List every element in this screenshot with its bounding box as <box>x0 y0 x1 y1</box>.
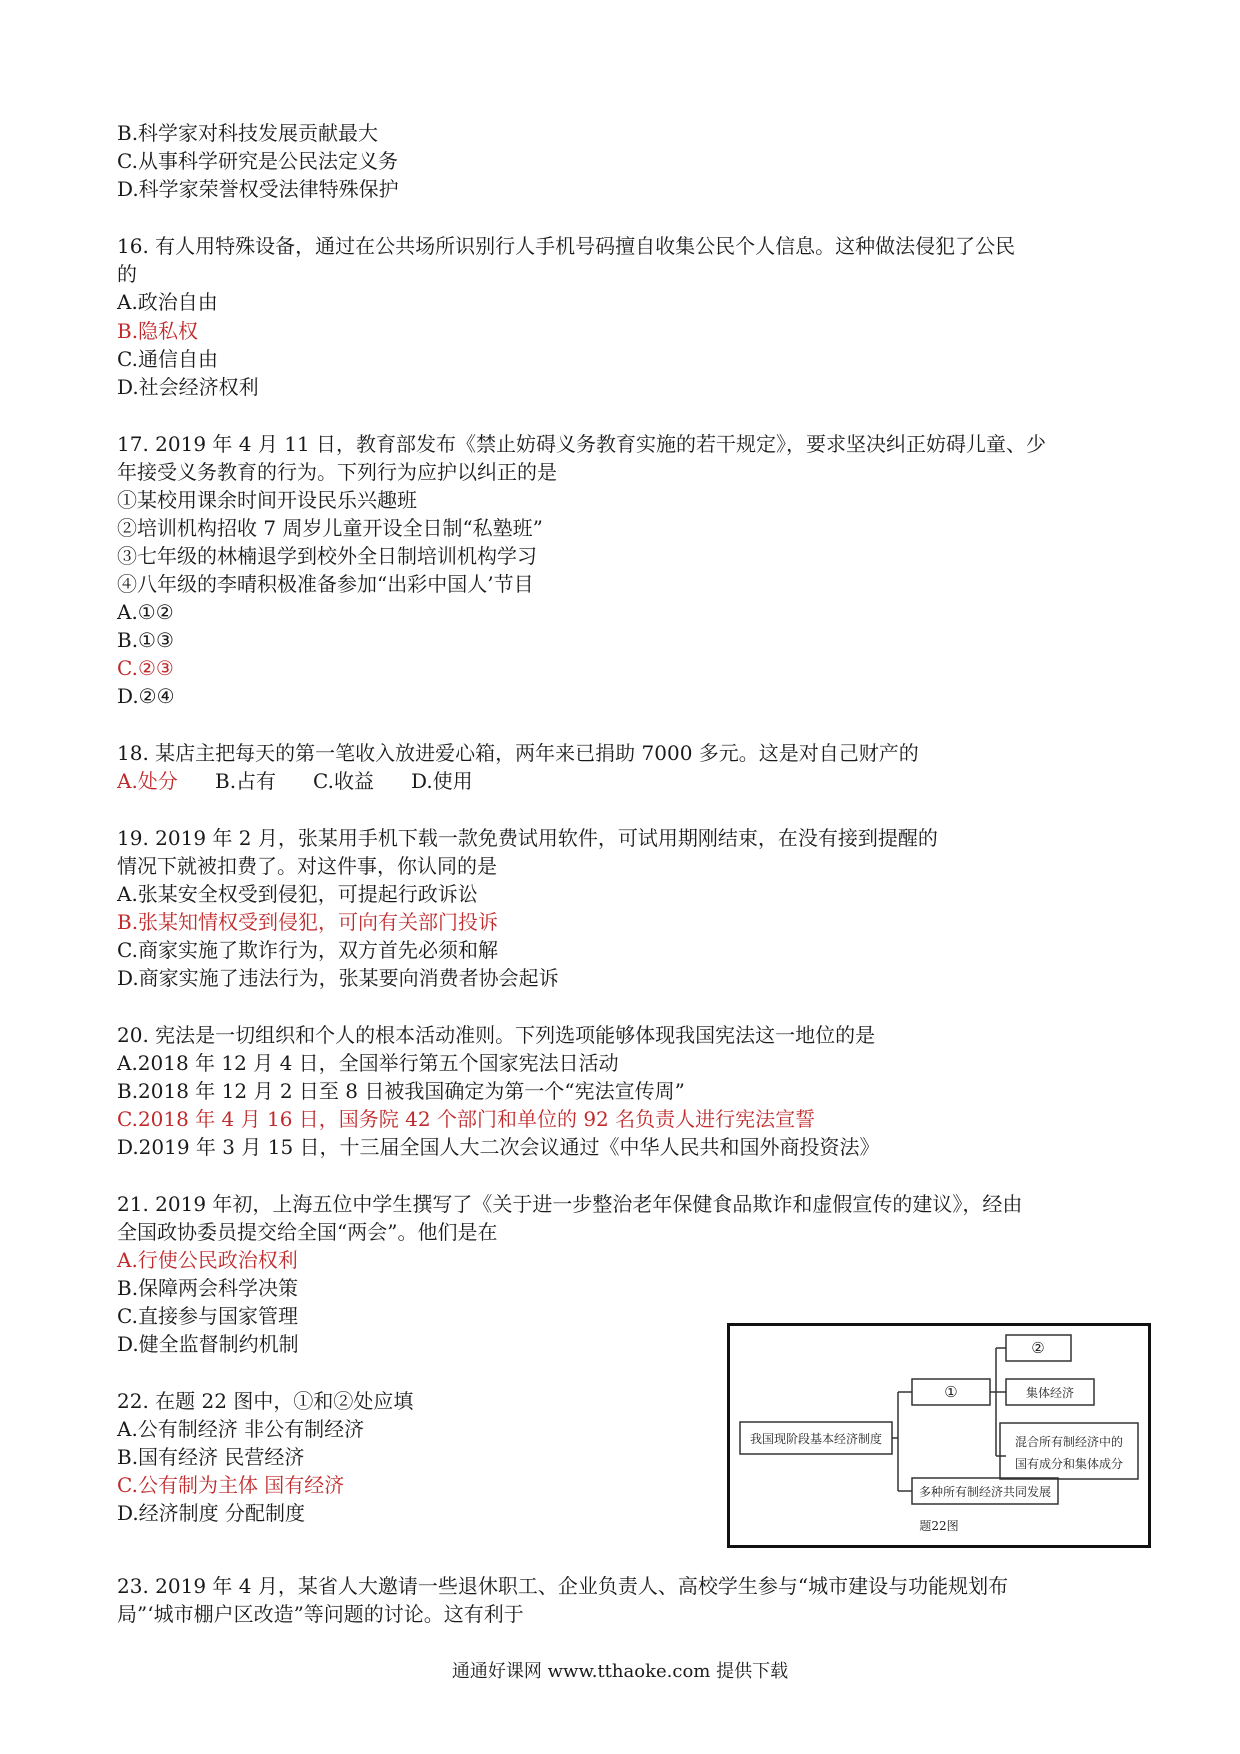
q21-option-b: B.保障两会科学决策 <box>117 1276 299 1300</box>
q20-option-b: B.2018 年 12 月 2 日至 8 日被我国确定为第一个“宪法宣传周” <box>117 1079 685 1103</box>
q22-stem: 22. 在题 22 图中，①和②处应填 <box>117 1389 414 1413</box>
q23-stem-line-1: 23. 2019 年 4 月，某省人大邀请一些退休职工、企业负责人、高校学生参与“城市建设与功能规划布 <box>117 1574 1009 1598</box>
q17-item-4: ④八年级的李晴积极准备参加“出彩中国人’节目 <box>117 572 534 596</box>
q19-option-b-answer: B.张某知情权受到侵犯，可向有关部门投诉 <box>117 910 499 934</box>
q22-option-c-answer: C.公有制为主体 国有经济 <box>117 1473 345 1497</box>
q18-option-a-answer: A.处分 <box>117 769 178 793</box>
economic-system-diagram <box>730 1326 1148 1545</box>
q22-option-b: B.国有经济 民营经济 <box>117 1445 305 1469</box>
root-label: 我国现阶段基本经济制度 <box>749 1432 883 1446</box>
q21-stem-line-2: 全国政协委员提交给全国“两会”。他们是在 <box>117 1220 498 1244</box>
q20-option-c-answer: C.2018 年 4 月 16 日，国务院 42 个部门和单位的 92 名负责人进行宪法宣誓 <box>117 1107 816 1131</box>
q22-option-a: A.公有制经济 非公有制经济 <box>117 1417 365 1441</box>
q19-option-d: D.商家实施了违法行为，张某要向消费者协会起诉 <box>117 966 559 990</box>
q22-figure <box>727 1323 1151 1548</box>
q17-item-1: ①某校用课余时间开设民乐兴趣班 <box>117 488 417 512</box>
mixed-label-line-1: 混合所有制经济中的 <box>1014 1435 1124 1449</box>
q16-option-d: D.社会经济权利 <box>117 375 259 399</box>
q18-stem: 18. 某店主把每天的第一笔收入放进爱心箱，两年来已捐助 7000 多元。这是对自己财产的 <box>117 741 919 765</box>
q18-options <box>117 768 473 794</box>
q21-option-c: C.直接参与国家管理 <box>117 1304 298 1328</box>
q20-option-d: D.2019 年 3 月 15 日，十三届全国人大二次会议通过《中华人民共和国外商投资法》 <box>117 1135 880 1159</box>
q17-stem-line-2: 年接受义务教育的行为。下列行为应护以纠正的是 <box>117 460 557 484</box>
q21-option-a-answer: A.行使公民政治权利 <box>117 1248 298 1272</box>
q17-item-3: ③七年级的林楠退学到校外全日制培训机构学习 <box>117 544 537 568</box>
q17-option-d: D.②④ <box>117 684 175 708</box>
node-2-label: ② <box>1031 1339 1045 1357</box>
q21-option-d: D.健全监督制约机制 <box>117 1332 299 1356</box>
q19-stem-line-1: 19. 2019 年 2 月，张某用手机下载一款免费试用软件，可试用期刚结束，在没有接到提醒的 <box>117 826 938 850</box>
q17-option-a: A.①② <box>117 600 174 624</box>
q16-stem-line-2: 的 <box>117 262 137 286</box>
q21-stem-line-1: 21. 2019 年初，上海五位中学生撰写了《关于进一步整治老年保健食品欺诈和虚假宣传的建议》，经由 <box>117 1192 1023 1216</box>
q16-option-b-answer: B.隐私权 <box>117 319 199 343</box>
mixed-label-line-2: 国有成分和集体成分 <box>1014 1457 1124 1471</box>
figure-caption: 题22图 <box>919 1519 959 1533</box>
q15-option-b: B.科学家对科技发展贡献最大 <box>117 121 379 145</box>
q18-option-d: D.使用 <box>411 769 473 793</box>
q16-option-c: C.通信自由 <box>117 347 218 371</box>
q22-option-d: D.经济制度 分配制度 <box>117 1501 306 1525</box>
q23-stem-line-2: 局”‘城市棚户区改造”等问题的讨论。这有利于 <box>117 1602 524 1626</box>
q18-option-b: B.占有 <box>215 769 277 793</box>
q15-option-c: C.从事科学研究是公民法定义务 <box>117 149 398 173</box>
q19-stem-line-2: 情况下就被扣费了。对这件事，你认同的是 <box>117 854 497 878</box>
q16-option-a: A.政治自由 <box>117 290 218 314</box>
q18-option-c: C.收益 <box>313 769 374 793</box>
q19-option-a: A.张某安全权受到侵犯，可提起行政诉讼 <box>117 882 478 906</box>
q19-option-c: C.商家实施了欺诈行为，双方首先必须和解 <box>117 938 498 962</box>
q17-option-b: B.①③ <box>117 628 174 652</box>
q20-option-a: A.2018 年 12 月 4 日，全国举行第五个国家宪法日活动 <box>117 1051 619 1075</box>
node-1-label: ① <box>944 1383 958 1401</box>
multi-ownership-label: 多种所有制经济共同发展 <box>918 1485 1052 1499</box>
page-footer: 通通好课网 www.tthaoke.com 提供下载 <box>451 1661 789 1682</box>
collective-label: 集体经济 <box>1025 1386 1075 1400</box>
q17-stem-line-1: 17. 2019 年 4 月 11 日，教育部发布《禁止妨碍义务教育实施的若干规定》，要求坚决纠正妨碍儿童、少 <box>117 432 1047 456</box>
q16-stem-line-1: 16. 有人用特殊设备，通过在公共场所识别行人手机号码擅自收集公民个人信息。这种做法侵犯了公民 <box>117 234 1016 258</box>
q15-option-d: D.科学家荣誉权受法律特殊保护 <box>117 177 399 201</box>
q20-stem: 20. 宪法是一切组织和个人的根本活动准则。下列选项能够体现我国宪法这一地位的是 <box>117 1023 876 1047</box>
q17-item-2: ②培训机构招收 7 周岁儿童开设全日制“私塾班” <box>117 516 543 540</box>
q17-option-c-answer: C.②③ <box>117 656 174 680</box>
